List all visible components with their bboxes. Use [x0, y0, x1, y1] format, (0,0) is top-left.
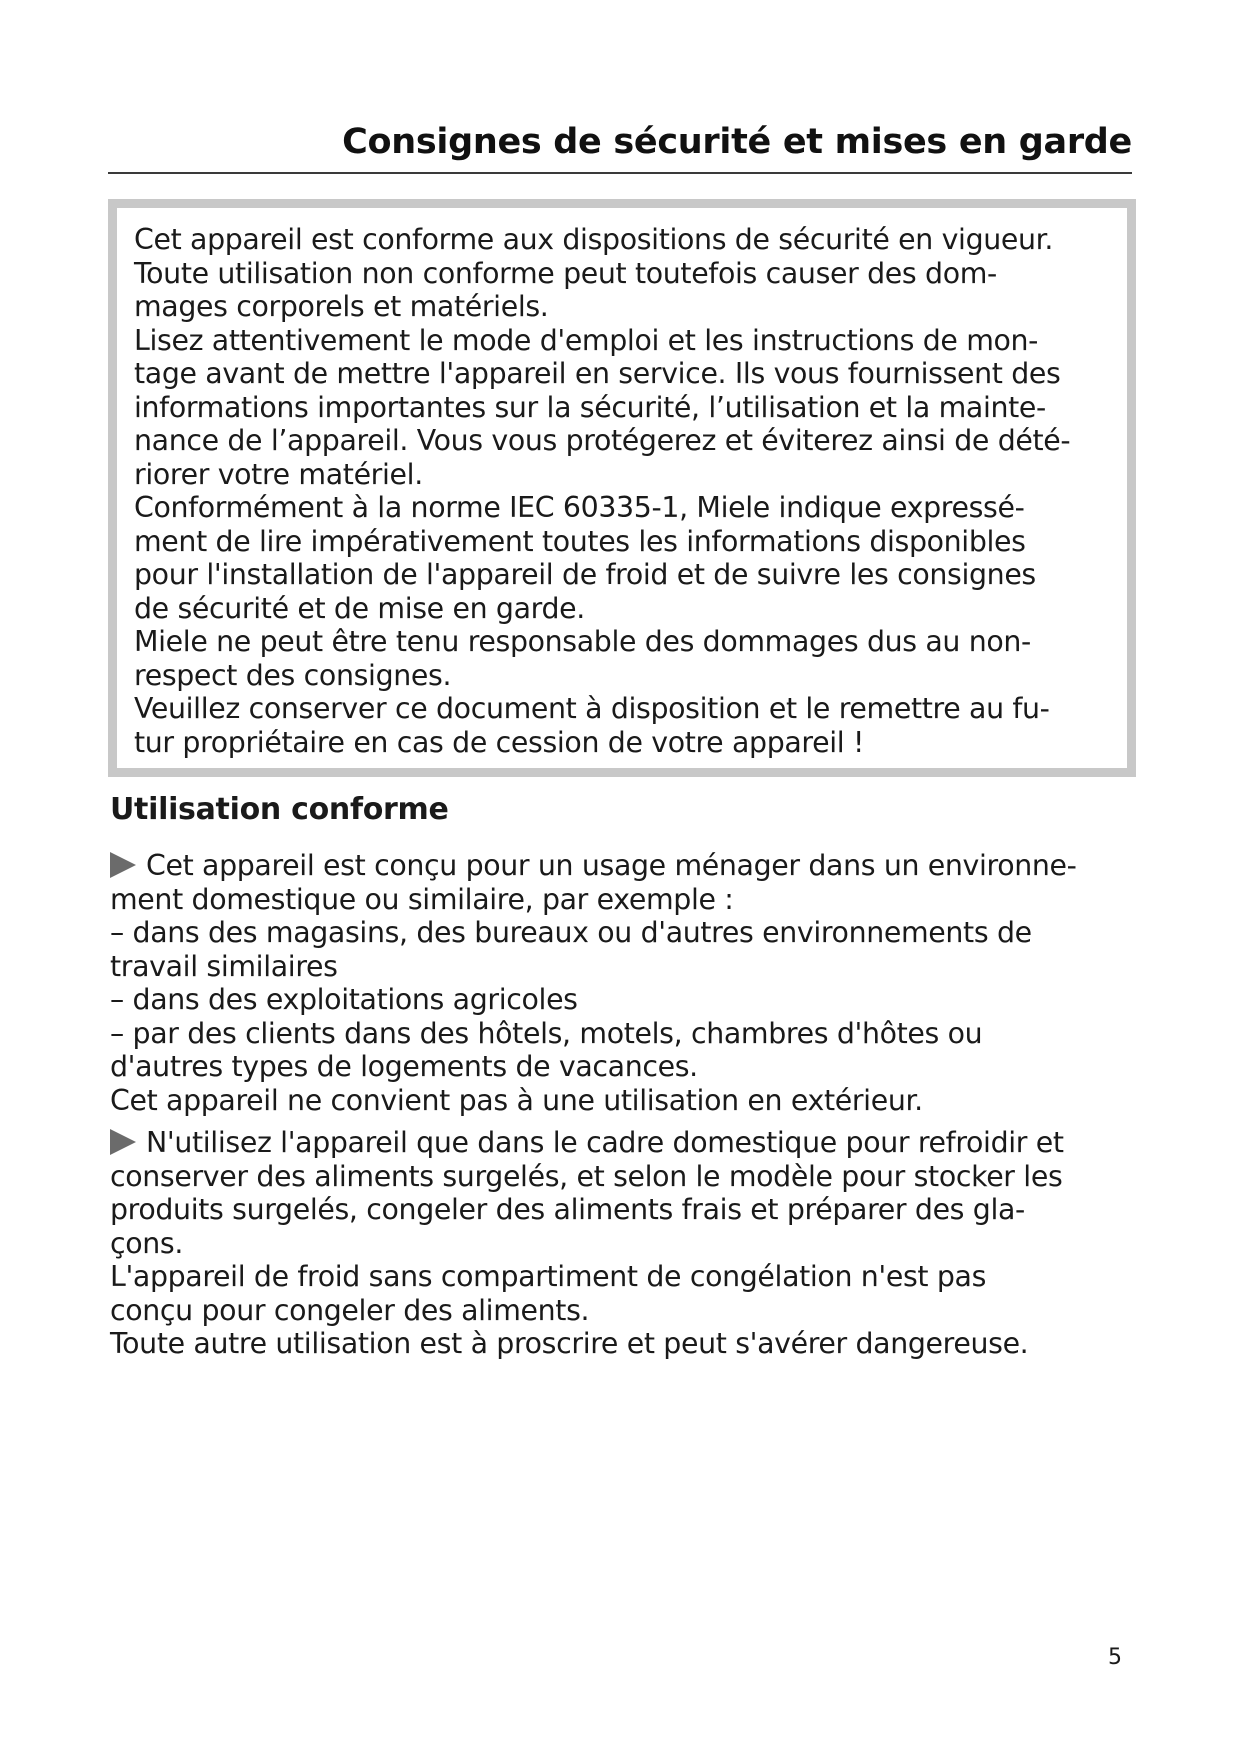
section-title: Utilisation conforme — [110, 792, 449, 827]
safety-notice-text: Cet appareil est conforme aux dispositions de sécurité en vigueur. Toute utilisation non conforme peut toutefois causer des dom- mages corporels et matériels. Lisez attentivement le mode d'emploi et les instructions de mon- tage avant de mettre l'appareil en service. Ils vous fournissent des informations importantes sur la sécurité, l’utilisation et la mainte- nance de l’appareil. Vous vous protégerez et éviterez ainsi de dété- riorer votre matériel. Conformément à la norme IEC 60335-1, Miele indique expressé- ment de lire impérativement toutes les informations disponibles pour l'installation de l'appareil de froid et de suivre les consignes de sécurité et de mise en garde. Miele ne peut être tenu responsable des dommages dus au non- respect des consignes. Veuillez conserver ce document à disposition et le remettre au fu- tur propriétaire en cas de cession de votre appareil ! — [134, 223, 1071, 759]
safety-notice-box — [108, 199, 1136, 777]
usage-paragraph-2 — [110, 1126, 1150, 1361]
section-body — [110, 849, 1150, 1370]
page-header — [108, 118, 1132, 174]
arrow-bullet-icon — [110, 852, 136, 878]
usage-paragraph-1-text: Cet appareil est conçu pour un usage ménager dans un environne- ment domestique ou similaire, par exemple : – dans des magasins, des bureaux ou d'autres environnements de travail similaires – dans des exploitations agricoles – par des clients dans des hôtels, motels, chambres d'hôtes ou d'autres types de logements de vacances. Cet appareil ne convient pas à une utilisation en extérieur. — [110, 849, 1077, 1117]
arrow-bullet-icon — [110, 1129, 136, 1155]
usage-paragraph-2-text: N'utilisez l'appareil que dans le cadre domestique pour refroidir et conserver des aliments surgelés, et selon le modèle pour stocker les produits surgelés, congeler des aliments frais et préparer des gla- çons. L'appareil de froid sans compartiment de congélation n'est pas conçu pour congeler des aliments. Toute autre utilisation est à proscrire et peut s'avérer dangereuse. — [110, 1126, 1064, 1360]
usage-paragraph-1 — [110, 849, 1150, 1117]
page-number: 5 — [1108, 1645, 1122, 1670]
page-title: Consignes de sécurité et mises en garde — [342, 122, 1132, 162]
